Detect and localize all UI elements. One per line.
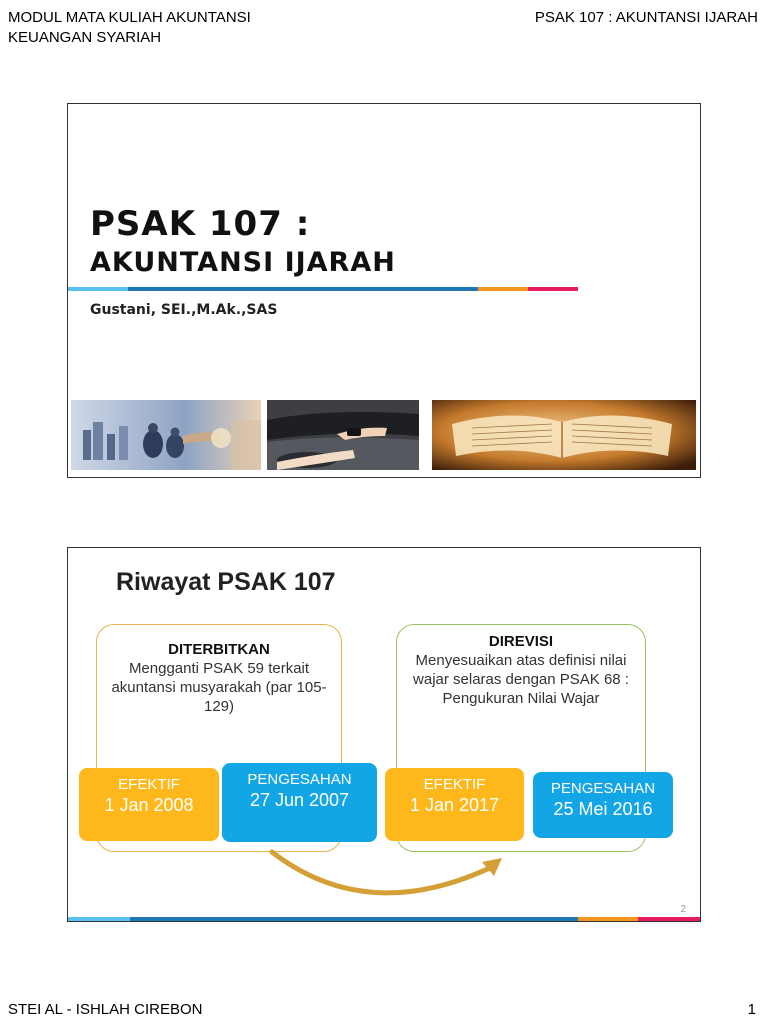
right-card-body: Menyesuaikan atas definisi nilai wajar selaras dengan PSAK 68 : Pengukuran Nilai Wajar (413, 652, 629, 707)
efektif-2017-label: EFEKTIF (423, 776, 486, 793)
slide-title (67, 103, 701, 478)
slide-history (67, 547, 701, 922)
slide1-title: PSAK 107 : (90, 204, 311, 244)
quran-photo (432, 400, 696, 470)
efektif-2008-box (79, 768, 219, 841)
slide2-title: Riwayat PSAK 107 (116, 568, 336, 596)
right-card-heading: DIREVISI (488, 633, 554, 650)
pengesahan-2016-label: PENGESAHAN (550, 780, 656, 797)
page-footer-number: 1 (747, 1001, 756, 1018)
efektif-2017-box (385, 768, 524, 841)
efektif-2008-label: EFEKTIF (118, 776, 180, 793)
slide1-author: Gustani, SEI.,M.Ak.,SAS (90, 302, 278, 318)
pengesahan-2007-label: PENGESAHAN (247, 771, 352, 788)
slide1-subtitle: AKUNTANSI IJARAH (90, 247, 396, 278)
slide2-bottom-stripe (68, 917, 700, 921)
efektif-2017-date: 1 Jan 2017 (409, 795, 500, 815)
header-line-1: MODUL MATA KULIAH AKUNTANSI (8, 9, 251, 26)
page-footer-left: STEI AL - ISHLAH CIREBON (8, 1001, 203, 1018)
left-card (104, 640, 334, 716)
business-photo (71, 400, 261, 470)
slide2-page-number: 2 (680, 904, 686, 915)
pengesahan-2016-date: 25 Mei 2016 (553, 799, 653, 819)
pengesahan-2007-date: 27 Jun 2007 (249, 790, 350, 810)
efektif-2008-date: 1 Jan 2008 (104, 795, 194, 815)
title-color-stripe (68, 287, 578, 291)
car-key-photo (267, 400, 419, 470)
left-card-heading: DITERBITKAN (168, 641, 270, 658)
header-line-2: KEUANGAN SYARIAH (8, 29, 162, 46)
pengesahan-2007-box (222, 763, 377, 842)
left-card-body: Mengganti PSAK 59 terkait akuntansi musyarakah (par 105-129) (111, 660, 327, 715)
page-header-left (8, 8, 251, 48)
right-card (406, 632, 636, 708)
page-header-right: PSAK 107 : AKUNTANSI IJARAH (534, 9, 758, 26)
pengesahan-2016-box (533, 772, 673, 838)
curved-arrow (258, 844, 518, 908)
